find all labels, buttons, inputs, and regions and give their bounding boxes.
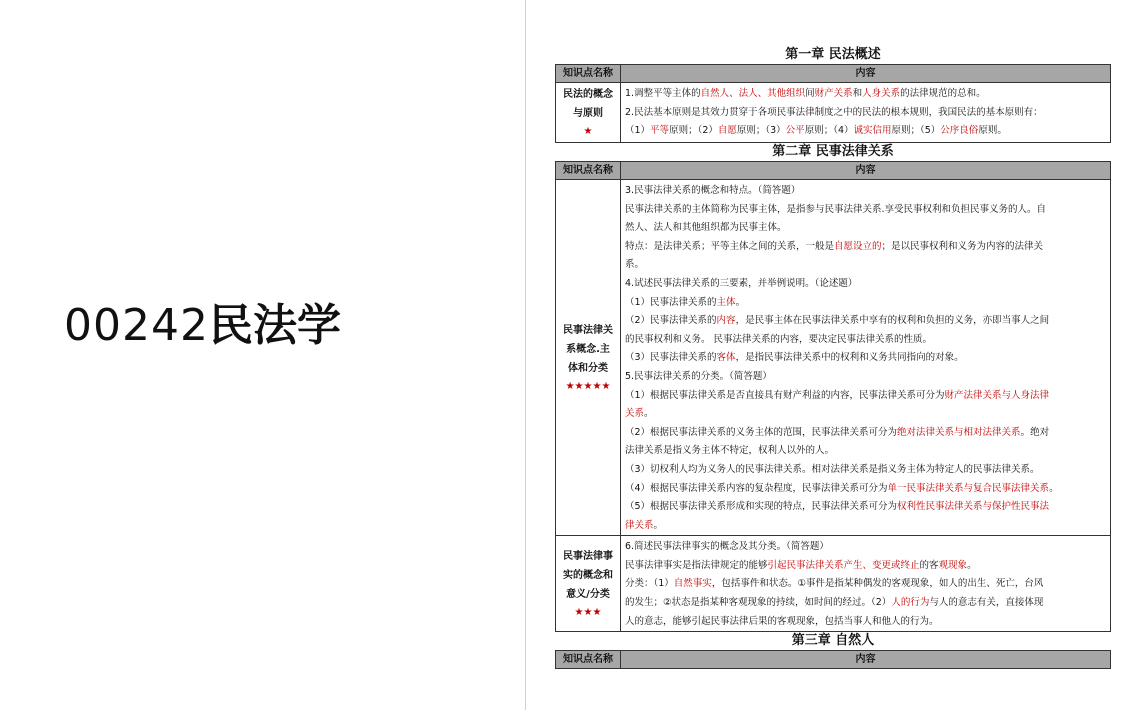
importance-stars: ★★★★★	[565, 380, 611, 392]
highlighted-text: 主体	[716, 296, 736, 308]
course-name: 民法学	[208, 300, 341, 351]
text-segment: 。	[967, 559, 977, 571]
text-segment: 民事法律关系的主体简称为民事主体，是指参与民事法律关系.享受民事权利和负担民事义务的人。自	[625, 203, 1047, 215]
content-line	[625, 331, 1106, 350]
table-row	[556, 536, 1111, 632]
text-segment: （1）根据民事法律关系是否直接具有财产利益的内容，民事法律关系可分为	[625, 389, 945, 401]
content-line	[625, 122, 1106, 141]
knowledge-name-line: 民法的概念	[563, 89, 613, 100]
text-segment: 。	[653, 519, 664, 531]
text-segment: 原则；（4）	[804, 125, 854, 137]
text-segment: 原则。	[978, 125, 1007, 137]
highlighted-text: 公平	[785, 125, 805, 137]
knowledge-name-line: 系概念.主	[566, 343, 610, 355]
highlighted-text: 自然事实	[673, 578, 712, 590]
content-cell	[621, 83, 1111, 143]
highlighted-text: 律关系	[625, 519, 654, 531]
highlighted-text: 绝对法律关系与相对法律关系	[897, 426, 1021, 438]
content-cell	[621, 536, 1111, 632]
knowledge-table	[555, 650, 1111, 669]
text-segment: 2.民法基本原则是其效力贯穿于各项民事法律制度之中的民法的根本规则，我国民法的基本原则有：	[625, 106, 1043, 118]
header-content: 内容	[621, 162, 1111, 180]
content-line	[625, 594, 1106, 613]
text-segment: （5）根据民事法律关系形成和实现的特点，民事法律关系可分为	[625, 501, 898, 513]
page-divider	[525, 0, 526, 710]
highlighted-text: 财产法律关系与人身法律	[944, 389, 1050, 401]
highlighted-text: 自然人、法人、其他组织	[700, 88, 806, 99]
highlighted-text: 单一民事法律关系与复合民事法律关系	[887, 482, 1050, 494]
knowledge-name-line: 民事法律关	[563, 324, 613, 336]
highlighted-text: 客体	[716, 352, 736, 364]
highlighted-text: 人的行为	[891, 597, 930, 609]
content-cell	[621, 180, 1111, 536]
text-segment: ，是指民事法律关系中的权利和义务共同指向的对象。	[735, 352, 964, 364]
knowledge-name-line: 民事法律事	[563, 550, 613, 562]
text-segment: 人的意志，能够引起民事法律后果的客观现象，包括当事人和他人的行为。	[625, 615, 939, 627]
text-segment: （1）	[625, 125, 651, 137]
header-content: 内容	[621, 651, 1111, 669]
text-segment: 和	[852, 88, 863, 99]
text-segment: （1）民事法律关系的	[625, 296, 717, 308]
text-segment: 的发生；②状态是指某种客观现象的持续，如时间的经过。（2）	[625, 597, 892, 609]
chapter-title: 第二章 民事法律关系	[772, 144, 894, 159]
chapter-title: 第三章 自然人	[791, 633, 875, 649]
content-line	[625, 461, 1106, 480]
content-line	[625, 613, 1106, 632]
highlighted-text: 公序良俗	[940, 125, 979, 137]
content-line	[625, 219, 1106, 238]
content-line	[625, 538, 1106, 557]
content-line	[625, 575, 1106, 594]
knowledge-name-line: 与原则	[573, 108, 603, 119]
highlighted-text: 财产关系	[814, 88, 853, 99]
content-line	[625, 238, 1106, 257]
importance-stars: ★	[583, 126, 593, 137]
text-segment: 民事法律事实是指法律规定的能够	[625, 559, 768, 571]
text-segment: （2）根据民事法律关系的义务主体的范围，民事法律关系可分为	[625, 426, 898, 438]
header-knowledge: 知识点名称	[556, 65, 621, 83]
text-segment: 然人、法人和其他组织都为民事主体。	[625, 222, 787, 234]
highlighted-text: 平等	[650, 125, 670, 137]
header-knowledge: 知识点名称	[556, 651, 621, 669]
text-segment: 原则；（2）	[669, 125, 718, 137]
text-segment: （3）民事法律关系的	[625, 352, 717, 364]
text-segment: 的民事权利和义务。 民事法律关系的内容，要决定民事法律关系的性质。	[625, 333, 933, 345]
content-line	[625, 517, 1106, 536]
chapter-title: 第一章 民法概述	[785, 47, 881, 62]
content-line	[625, 442, 1106, 461]
content-line	[625, 85, 1106, 104]
highlighted-text: 观现象	[938, 559, 968, 571]
content-line	[625, 405, 1106, 424]
text-segment: 特点：是法律关系；平等主体之间的关系，一般是	[625, 240, 835, 252]
importance-stars: ★★★	[574, 606, 602, 618]
knowledge-name-line: 体和分类	[568, 362, 608, 374]
text-segment: 6.简述民事法律事实的概念及其分类。（简答题）	[625, 541, 829, 553]
text-segment: 法律关系是指义务主体不特定，权利人以外的人。	[625, 445, 835, 457]
content-line	[625, 424, 1106, 443]
text-segment: 。绝对	[1020, 426, 1050, 438]
text-segment: 原则；（3）	[736, 125, 786, 137]
content-line	[625, 480, 1106, 499]
content-line	[625, 104, 1106, 123]
text-segment: 的客	[919, 559, 939, 571]
knowledge-name-line: 意义/分类	[566, 588, 610, 600]
content-line	[625, 294, 1106, 313]
table-row	[556, 180, 1111, 536]
highlighted-text: 关系	[625, 408, 645, 420]
content-line	[625, 368, 1106, 387]
text-segment: 。	[644, 408, 654, 420]
knowledge-table	[555, 64, 1111, 143]
header-content: 内容	[621, 65, 1111, 83]
table-header-row	[556, 651, 1111, 669]
highlighted-text: 自愿设立的	[834, 240, 882, 252]
knowledge-name-cell	[556, 180, 621, 536]
knowledge-name-line: 实的概念和	[563, 569, 613, 581]
text-segment: 的法律规范的总和。	[900, 88, 986, 99]
outline-document	[555, 46, 1111, 669]
content-line	[625, 498, 1106, 517]
text-segment: 系。	[625, 259, 645, 271]
content-line	[625, 557, 1106, 576]
text-segment: 。	[1049, 482, 1059, 494]
highlighted-text: 引起民事法律关系产生、变更或终止	[767, 559, 920, 571]
text-segment: 3.民事法律关系的概念和特点。（简答题）	[625, 185, 801, 196]
content-line	[625, 387, 1106, 406]
table-header-row	[556, 65, 1111, 83]
content-line	[625, 349, 1106, 368]
text-segment: 与人的意志有关，直接体现	[929, 597, 1044, 609]
text-segment: ；是以民事权利和义务为内容的法律关	[881, 240, 1044, 252]
highlighted-text: 权利性民事法律关系与保护性民事法	[897, 501, 1050, 513]
text-segment: ，是民事主体在民事法律关系中享有的权利和负担的义务，亦即当事人之间	[735, 315, 1050, 327]
knowledge-name-cell	[556, 536, 621, 632]
text-segment: （4）根据民事法律关系内容的复杂程度，民事法律关系可分为	[625, 482, 888, 494]
cover-pane	[0, 0, 525, 710]
text-segment: 。	[735, 296, 746, 308]
content-line	[625, 256, 1106, 275]
knowledge-name-cell	[556, 83, 621, 143]
knowledge-table	[555, 161, 1111, 632]
content-line	[625, 275, 1106, 294]
content-line	[625, 182, 1106, 201]
highlighted-text: 内容	[716, 315, 736, 327]
highlighted-text: 自愿	[717, 125, 737, 137]
highlighted-text: 诚实信用	[853, 125, 892, 137]
text-segment: （3）切权利人均为义务人的民事法律关系。相对法律关系是指义务主体为特定人的民事法律关系。	[625, 463, 1040, 475]
text-segment: 4.试述民事法律关系的三要素，并举例说明。（论述题）	[625, 277, 858, 289]
text-segment: （2）民事法律关系的	[625, 315, 717, 327]
table-row	[556, 83, 1111, 143]
text-segment: 1.调整平等主体的	[625, 88, 701, 99]
table-header-row	[556, 162, 1111, 180]
text-segment: 分类：（1）	[625, 578, 674, 590]
content-line	[625, 312, 1106, 331]
text-segment: 间	[805, 88, 815, 99]
content-line	[625, 201, 1106, 220]
header-knowledge: 知识点名称	[556, 162, 621, 180]
highlighted-text: 人身关系	[862, 88, 901, 99]
text-segment: 5.民事法律关系的分类。（简答题）	[625, 370, 772, 382]
text-segment: 原则；（5）	[891, 125, 941, 137]
course-code: 00242	[64, 300, 209, 351]
cover-title	[64, 296, 341, 356]
text-segment: ，包括事件和状态。①事件是指某种偶发的客观现象，如人的出生、死亡，台风	[711, 578, 1044, 590]
